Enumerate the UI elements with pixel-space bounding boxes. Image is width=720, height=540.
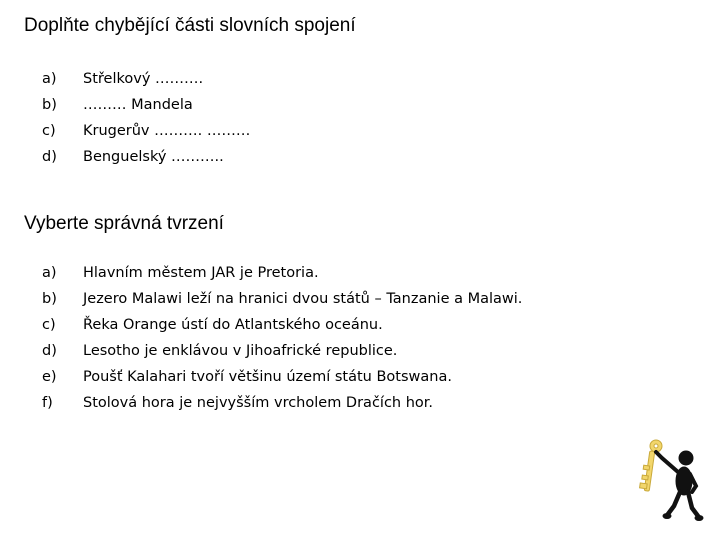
item-marker: b)	[42, 97, 57, 113]
item-text: Hlavním městem JAR je Pretoria.	[83, 265, 319, 281]
item-text: Lesotho je enklávou v Jihoafrické republice.	[83, 343, 398, 359]
item-text: Krugerův ………. ………	[83, 123, 251, 139]
person-holding-key-icon	[638, 436, 708, 526]
item-marker: c)	[42, 123, 56, 139]
section2-title: Vyberte správná tvrzení	[24, 213, 224, 234]
item-marker: a)	[42, 265, 57, 281]
item-marker: a)	[42, 71, 57, 87]
item-text: Řeka Orange ústí do Atlantského oceánu.	[83, 317, 383, 333]
item-text: ……… Mandela	[83, 97, 193, 113]
item-marker: d)	[42, 343, 57, 359]
item-text: Jezero Malawi leží na hranici dvou států – Tanzanie a Malawi.	[83, 291, 523, 307]
item-marker: f)	[42, 395, 53, 411]
item-marker: b)	[42, 291, 57, 307]
section1-title: Doplňte chybějící části slovních spojení	[24, 15, 356, 36]
item-text: Poušť Kalahari tvoří většinu území státu Botswana.	[83, 369, 452, 385]
stick-figure	[656, 451, 703, 521]
item-marker: e)	[42, 369, 57, 385]
item-text: Střelkový ……….	[83, 71, 204, 87]
item-text: Benguelský ………..	[83, 149, 224, 165]
item-marker: d)	[42, 149, 57, 165]
key-icon	[640, 440, 662, 491]
item-marker: c)	[42, 317, 56, 333]
item-text: Stolová hora je nejvyšším vrcholem Dračích hor.	[83, 395, 434, 411]
